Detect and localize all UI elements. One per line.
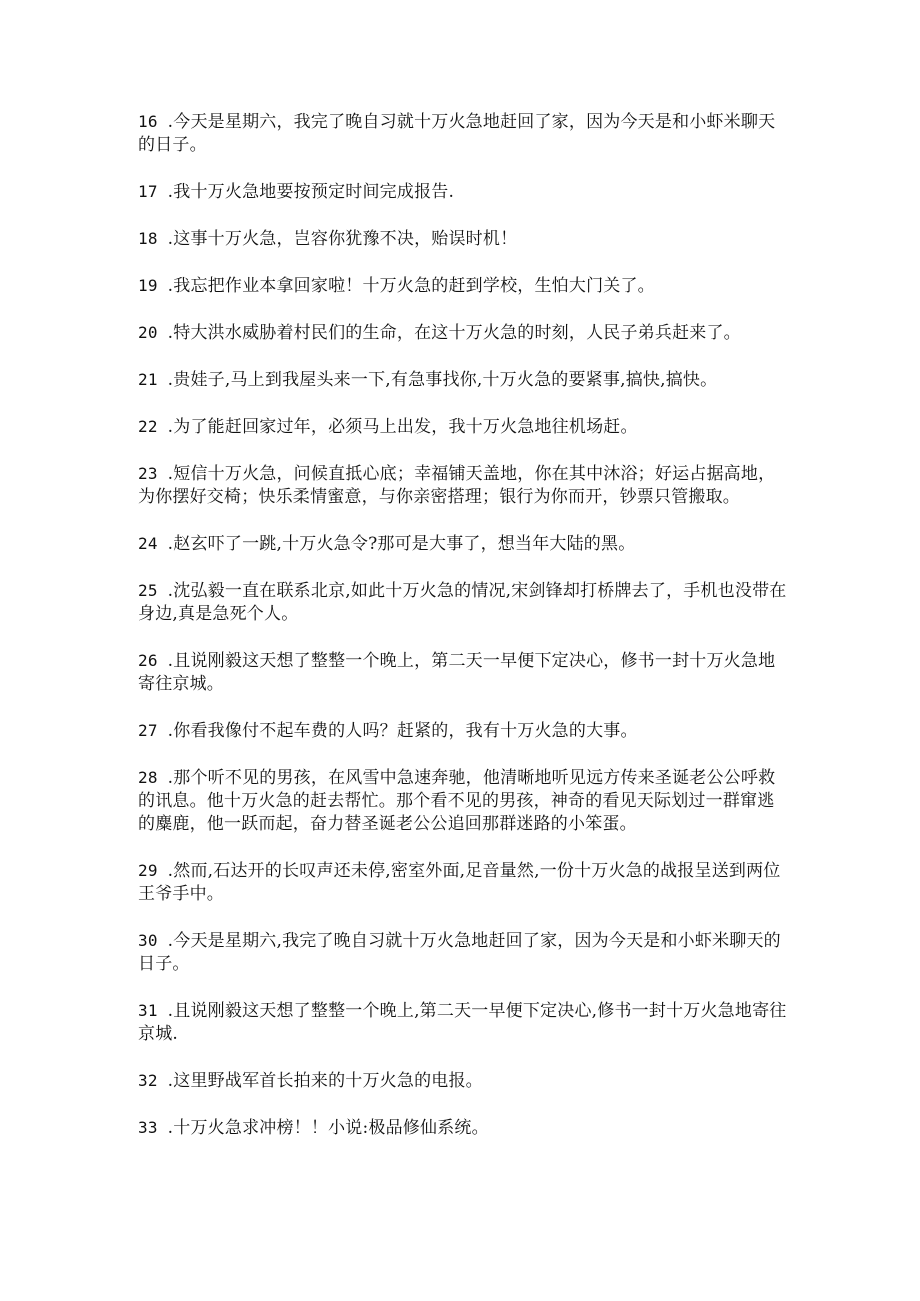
list-item — [138, 462, 788, 509]
item-text: .今天是星期六，我完了晚自习就十万火急地赶回了家，因为今天是和小虾米聊天的日子。 — [138, 112, 776, 155]
item-number: 20 — [138, 323, 158, 342]
item-text: .为了能赶回家过年，必须马上出发，我十万火急地往机场赶。 — [167, 417, 638, 437]
item-number: 30 — [138, 931, 158, 950]
list-item — [138, 321, 788, 345]
item-number: 18 — [138, 229, 158, 248]
list-item — [138, 368, 788, 392]
item-text: .那个听不见的男孩，在风雪中急速奔驰，他清晰地听见远方传来圣诞老公公呼救的讯息。他十万火急的赶去帮忙。那个看不见的男孩，神奇的看见天际划过一群窜逃的麋鹿，他一跃而起，奋力替圣诞老公公追回那群迷路的小笨蛋。 — [138, 768, 776, 834]
list-item — [138, 274, 788, 298]
list-item — [138, 999, 788, 1046]
list-item — [138, 227, 788, 251]
item-text: .特大洪水威胁着村民们的生命，在这十万火急的时刻，人民子弟兵赶来了。 — [167, 323, 741, 343]
list-item — [138, 719, 788, 743]
item-text: .且说刚毅这天想了整整一个晚上,第二天一早便下定决心,修书一封十万火急地寄往京城. — [138, 1001, 787, 1044]
item-number: 23 — [138, 464, 158, 483]
item-number: 16 — [138, 112, 158, 131]
list-item — [138, 110, 788, 157]
item-text: .沈弘毅一直在联系北京,如此十万火急的情况,宋剑锋却打桥牌去了，手机也没带在身边,真是急死个人。 — [138, 581, 787, 624]
list-item — [138, 1116, 788, 1140]
item-number: 26 — [138, 651, 158, 670]
item-text: .赵玄吓了一跳,十万火急令?那可是大事了，想当年大陆的黑。 — [167, 534, 636, 554]
item-text: .这里野战军首长拍来的十万火急的电报。 — [167, 1071, 483, 1091]
list-item — [138, 579, 788, 626]
item-text: .你看我像付不起车费的人吗？赶紧的，我有十万火急的大事。 — [167, 721, 638, 741]
item-text: .我十万火急地要按预定时间完成报告. — [167, 182, 455, 202]
item-text: .这事十万火急，岂容你犹豫不决，贻误时机！ — [167, 229, 518, 249]
item-text: .今天是星期六,我完了晚自习就十万火急地赶回了家，因为今天是和小虾米聊天的日子。 — [138, 931, 781, 974]
list-item — [138, 649, 788, 696]
list-item — [138, 532, 788, 556]
item-number: 27 — [138, 721, 158, 740]
list-item — [138, 766, 788, 836]
item-text: .然而,石达开的长叹声还未停,密室外面,足音量然,一份十万火急的战报呈送到两位王爷手中。 — [138, 861, 781, 904]
item-number: 17 — [138, 182, 158, 201]
list-item — [138, 859, 788, 906]
list-item — [138, 929, 788, 976]
item-number: 24 — [138, 534, 158, 553]
sentence-list — [138, 110, 788, 1163]
item-number: 19 — [138, 276, 158, 295]
item-text: .十万火急求冲榜！！小说:极品修仙系统。 — [167, 1118, 489, 1138]
item-text: .短信十万火急，问候直抵心底；幸福铺天盖地，你在其中沐浴；好运占据高地，为你摆好交椅；快乐柔情蜜意，与你亲密搭理；银行为你而开，钞票只管搬取。 — [138, 464, 776, 507]
item-number: 29 — [138, 861, 158, 880]
item-number: 32 — [138, 1071, 158, 1090]
item-number: 31 — [138, 1001, 158, 1020]
item-number: 28 — [138, 768, 158, 787]
item-text: .贵娃子,马上到我屋头来一下,有急事找你,十万火急的要紧事,搞快,搞快。 — [167, 370, 718, 390]
item-number: 33 — [138, 1118, 158, 1137]
item-number: 22 — [138, 417, 158, 436]
list-item — [138, 415, 788, 439]
list-item — [138, 1069, 788, 1093]
item-number: 25 — [138, 581, 158, 600]
item-text: .且说刚毅这天想了整整一个晚上，第二天一早便下定决心，修书一封十万火急地寄往京城。 — [138, 651, 776, 694]
item-number: 21 — [138, 370, 158, 389]
item-text: .我忘把作业本拿回家啦！十万火急的赶到学校，生怕大门关了。 — [167, 276, 655, 296]
list-item — [138, 180, 788, 204]
